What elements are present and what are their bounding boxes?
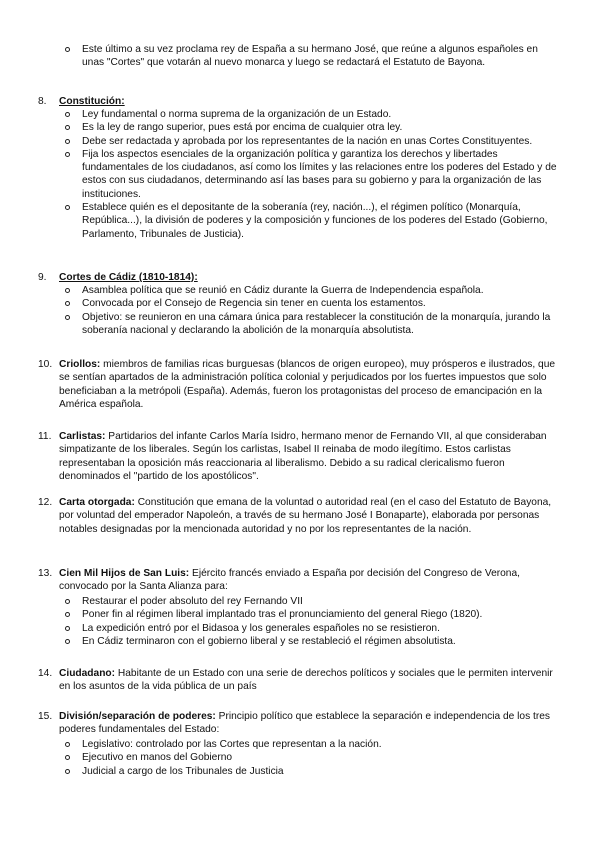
list-item: En Cádiz terminaron con el gobierno liberal y se restableció el régimen absolutista. [57,635,560,648]
item-9-bullets [0,284,600,337]
item-number: 12. [38,497,53,508]
list-item: Asamblea política que se reunió en Cádiz durante la Guerra de Independencia española. [57,284,560,297]
item-8-bullets [0,108,600,241]
hollow-circle-bullet-icon [65,612,70,617]
hollow-circle-bullet-icon [65,112,70,117]
hollow-circle-bullet-icon [65,125,70,130]
item-term: División/separación de poderes: [59,711,216,722]
item-description: Habitante de un Estado con una serie de derechos políticos y sociales que le permiten intervenir en los asuntos de la vida pública de un país [59,668,553,693]
hollow-circle-bullet-icon [65,301,70,306]
item-number: 11. [38,431,52,442]
item-description: miembros de familias ricas burguesas (blancos de origen europeo), muy prósperos e ilustrados, que se sentían apartados de la administración política colonial y perjudicados por los fuertes impuestos que solo beneficiaban a la metrópoli (España). Además, fueron los protagonistas del proceso de emancipación en la América española. [59,359,556,410]
list-item: Ejecutivo en manos del Gobierno [57,751,560,764]
item-description: Partidarios del infante Carlos María Isidro, hermano menor de Fernando VII, al que consideraban simpatizante de los liberales. Según los carlistas, Isabel II reinaba de modo ilegítimo. Estos carlistas representaban la oposición más reaccionaria al liberalismo. Debido a su radical clericalismo fueron denominados el "partido de los apostólicos". [59,431,547,482]
list-item: Ley fundamental o norma suprema de la organización de un Estado. [57,108,560,121]
list-item: Judicial a cargo de los Tribunales de Justicia [57,765,560,778]
intro-bullet-list [0,43,600,70]
list-item: Es la ley de rango superior, pues está por encima de cualquier otra ley. [57,121,560,134]
item-number: 14. [38,668,53,679]
item-term: Cortes de Cádiz (1810-1814): [59,272,198,283]
hollow-circle-bullet-icon [65,315,70,320]
item-number: 9. [38,272,47,283]
list-item: Establece quién es el depositante de la soberanía (rey, nación...), el régimen político (Monarquía, República...), la división de poderes y la composición y funciones de los poderes del Estado (Gobierno, Parlamento, Tribunales de Justicia). [57,201,560,241]
list-item: La expedición entró por el Bidasoa y los generales españoles no se resistieron. [57,622,560,635]
hollow-circle-bullet-icon [65,152,70,157]
item-description: Principio político que establece la separación e independencia de los tres poderes fundamentales del Estado: [59,711,550,736]
list-item: Poner fin al régimen liberal implantado tras el pronunciamiento del general Riego (1820). [57,608,560,621]
item-description: Ejército francés enviado a España por decisión del Congreso de Verona, convocado por la Santa Alianza para: [59,568,520,593]
list-item: Este último a su vez proclama rey de España a su hermano José, que reúne a algunos españoles en unas "Cortes" que votarán al nuevo monarca y luego se redactará el Estatuto de Bayona. [57,43,560,70]
list-item: Convocada por el Consejo de Regencia sin tener en cuenta los estamentos. [57,297,560,310]
list-item: Fija los aspectos esenciales de la organización política y garantiza los derechos y libertades fundamentales de los ciudadanos, así como los límites y las relaciones entre los poderes del Estado y de estos con sus ciudadanos, determinando así las bases para su gobierno y para la organización de las instituciones. [57,148,560,201]
item-13-bullets [0,595,600,648]
hollow-circle-bullet-icon [65,47,70,52]
item-number: 13. [38,568,53,579]
item-number: 10. [38,359,53,370]
item-description: Constitución que emana de la voluntad o autoridad real (en el caso del Estatuto de Bayona, por voluntad del emperador Napoleón, a través de su hermano José I Bonaparte), elaborada por personas notables designadas por la mencionada autoridad y no por los representantes de la nación. [59,497,552,535]
item-term: Ciudadano: [59,668,116,679]
list-item: Legislativo: controlado por las Cortes que representan a la nación. [57,738,560,751]
item-number: 15. [38,711,53,722]
hollow-circle-bullet-icon [65,639,70,644]
item-term: Constitución: [59,96,125,107]
item-15-bullets [0,738,600,778]
hollow-circle-bullet-icon [65,205,70,210]
hollow-circle-bullet-icon [65,288,70,293]
hollow-circle-bullet-icon [65,139,70,144]
list-item: Objetivo: se reunieron en una cámara única para restablecer la constitución de la monarquía, jurando la soberanía nacional y declarando la abolición de la monarquía absolutista. [57,311,560,338]
hollow-circle-bullet-icon [65,626,70,631]
item-term: Carta otorgada: [59,497,135,508]
item-term: Cien Mil Hijos de San Luis: [59,568,190,579]
item-term: Carlistas: [59,431,106,442]
hollow-circle-bullet-icon [65,599,70,604]
list-item: Restaurar el poder absoluto del rey Fernando VII [57,595,560,608]
hollow-circle-bullet-icon [65,769,70,774]
item-term: Criollos: [59,359,101,370]
hollow-circle-bullet-icon [65,742,70,747]
hollow-circle-bullet-icon [65,755,70,760]
item-number: 8. [38,96,47,107]
list-item: Debe ser redactada y aprobada por los representantes de la nación en unas Cortes Constituyentes. [57,135,560,148]
